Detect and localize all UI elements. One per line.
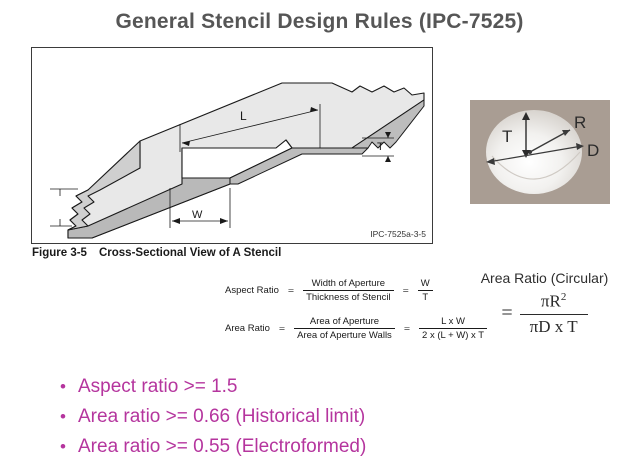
area-ratio-circular-title: Area Ratio (Circular)	[480, 270, 609, 286]
figure-caption	[32, 247, 281, 259]
aspect-ratio-numerator: Width of Aperture	[303, 278, 393, 291]
area-ratio-circular-block	[452, 270, 637, 337]
figure-caption-number: Figure 3-5	[32, 247, 87, 259]
list-item	[60, 432, 600, 462]
aspect-ratio-equals-2: =	[402, 284, 409, 297]
area-ratio-circular-numerator-wrap	[520, 291, 588, 315]
bullet-marker-icon: •	[60, 377, 66, 396]
aspect-ratio-result-fraction	[418, 278, 433, 303]
svg-text:L: L	[240, 109, 247, 123]
area-ratio-label: Area Ratio	[225, 323, 270, 334]
area-ratio-circular-equals: =	[501, 302, 513, 325]
area-ratio-circular-numerator: πR	[540, 291, 561, 311]
bullet-text: Area ratio >= 0.66 (Historical limit)	[78, 406, 366, 427]
aspect-ratio-result-denominator: T	[422, 292, 429, 303]
area-ratio-circular-denominator: πD x T	[529, 316, 578, 336]
aspect-ratio-result-numerator: W	[418, 278, 433, 291]
area-ratio-fraction	[294, 316, 395, 341]
area-ratio-result-denominator: 2 x (L + W) x T	[422, 330, 485, 341]
aspect-ratio-equals-1: =	[287, 284, 295, 297]
area-ratio-denominator: Area of Aperture Walls	[297, 330, 392, 341]
bullet-text: Area ratio >= 0.55 (Electroformed)	[78, 436, 367, 457]
figure-source-id: IPC-7525a-3-5	[370, 229, 426, 239]
bullet-text: Aspect ratio >= 1.5	[78, 376, 238, 397]
svg-text:W: W	[192, 209, 203, 221]
area-ratio-circular-equation	[452, 291, 637, 337]
list-item	[60, 372, 600, 402]
list-item	[60, 402, 600, 432]
area-ratio-circular-fraction	[520, 291, 588, 337]
bullet-marker-icon: •	[60, 407, 66, 426]
area-ratio-numerator: Area of Aperture	[294, 316, 395, 329]
page-title: General Stencil Design Rules (IPC-7525)	[115, 10, 524, 33]
formula-block	[225, 278, 485, 358]
circular-aperture-image	[470, 100, 610, 204]
stencil-drawing	[32, 48, 432, 243]
circular-aperture-drawing	[470, 100, 610, 204]
area-ratio-circular-exponent: 2	[560, 291, 567, 303]
aspect-ratio-denominator: Thickness of Stencil	[306, 292, 391, 303]
svg-text:T: T	[377, 141, 384, 153]
bullet-list	[60, 372, 600, 462]
svg-text:R: R	[574, 113, 587, 132]
area-ratio-result-numerator: L x W	[419, 316, 487, 329]
svg-text:T: T	[502, 127, 513, 146]
stencil-figure-panel	[31, 47, 433, 244]
svg-text:D: D	[587, 141, 600, 160]
area-ratio-equals-2: =	[403, 322, 411, 335]
aspect-ratio-label: Aspect Ratio	[225, 285, 279, 296]
bullet-marker-icon: •	[60, 437, 66, 456]
aspect-ratio-formula	[225, 278, 438, 303]
figure-caption-text: Cross-Sectional View of A Stencil	[98, 247, 282, 259]
aspect-ratio-fraction	[303, 278, 393, 303]
area-ratio-equals-1: =	[278, 322, 286, 335]
